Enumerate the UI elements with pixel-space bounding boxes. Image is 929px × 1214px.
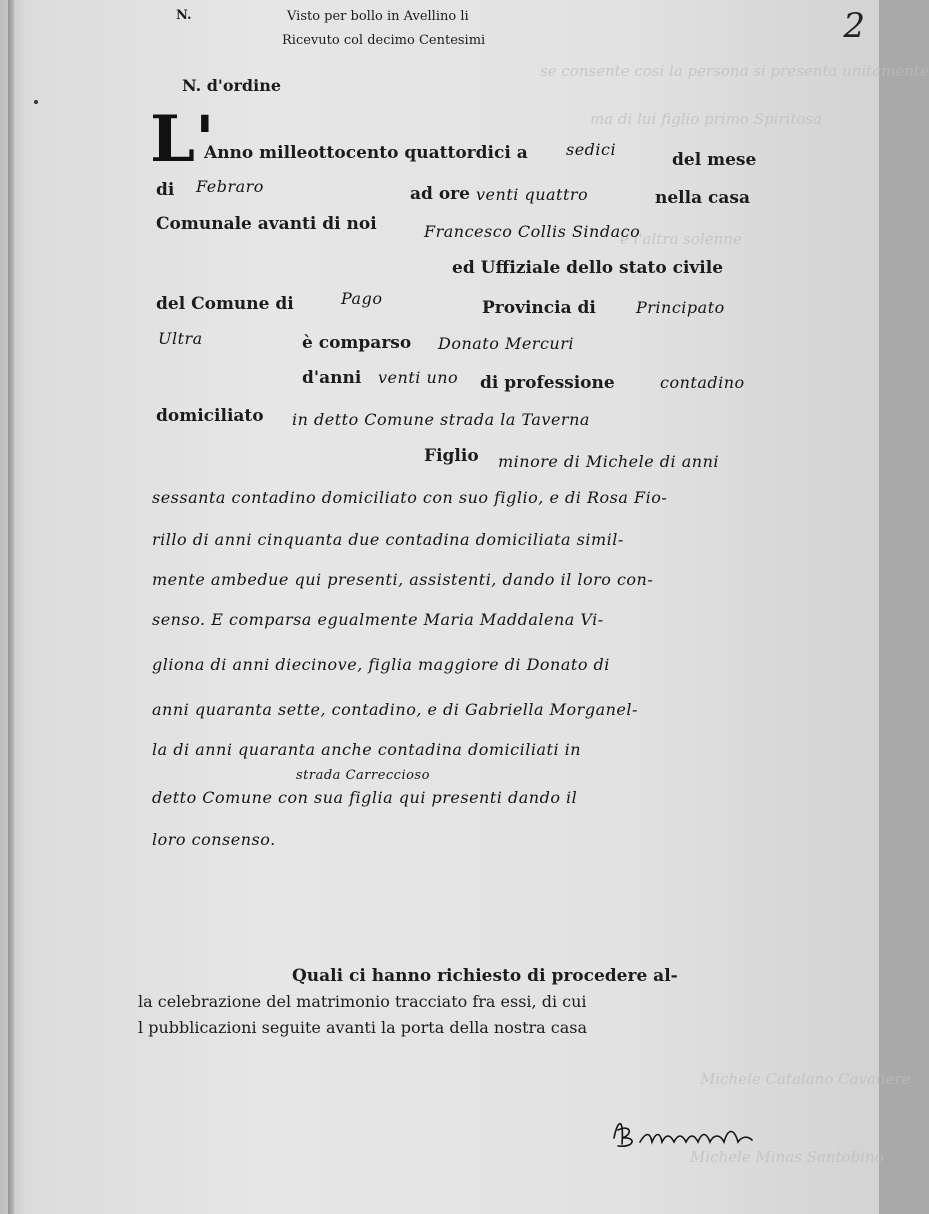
handwritten-line-7: la di anni quaranta anche contadina domiciliati in	[152, 740, 582, 759]
footer-line-1: Quali ci hanno richiesto di procedere al-	[292, 966, 678, 986]
document-page: se consente cosi la persona si presenta unitamente ma di lui figlio primo Spiritosa e l'altra solenne Michele Catalano Cavaliere Michele Minas Santobino N. Visto per bollo in Avellino li Ricevuto col decimo Centesimi 2 N. d'ordine L' Anno milleottocento quattordici a sedici del mese di Febraro ad ore venti quattro nella casa Comunale avanti di noi Francesco Collis Sindaco ed Uffiziale dello stato civile del Comune di Pago Provincia di Principato Ultra è comparso Donato Mercuri d'anni venti uno di professione contadino domiciliato in detto Comune strada la Taverna Figlio minore di Michele di anni sessanta contadino domiciliato con suo figlio, e di Rosa Fio- rillo di anni cinquanta due contadina domiciliata simil- mente ambedue qui presenti, assistenti, dando il loro con- senso. E comparsa egualmente Maria Maddalena Vi- gliona di anni diecinove, figlia maggiore di Donato di anni quaranta sette, contadino, e di Gabriella Morganel- la di anni quaranta anche contadina domiciliati in strada Carreccioso detto Comune con sua figlia qui presenti dando il loro consenso. Quali ci hanno richiesto di procedere al- la celebrazione del matrimonio tracciato fra essi, di cui l pubblicazioni seguite avanti la porta della nostra casa	[0, 0, 879, 1214]
act-line-7-anni: d'anni	[302, 368, 362, 388]
act-line-2-ore: ad ore	[410, 184, 470, 204]
ordine-label: N. d'ordine	[182, 76, 282, 95]
act-line-7-profession: contadino	[660, 373, 745, 392]
handwritten-line-9: loro consenso.	[152, 830, 276, 849]
act-line-4-text: ed Uffiziale dello stato civile	[452, 258, 724, 278]
act-line-3-officer: Francesco Collis Sindaco	[424, 222, 641, 241]
page-number: 2	[843, 6, 865, 46]
handwritten-line-2: rillo di anni cinquanta due contadina domiciliata simil-	[152, 530, 624, 549]
act-line-1-text: Anno milleottocento quattordici a	[204, 143, 528, 163]
act-line-8-address: in detto Comune strada la Taverna	[292, 410, 590, 429]
act-line-5-town: Pago	[341, 289, 383, 308]
handwritten-line-5: gliona di anni diecinove, figlia maggiore di Donato di	[152, 655, 610, 674]
act-line-9-figlio: Figlio	[424, 446, 479, 466]
act-line-3-text: Comunale avanti di noi	[156, 214, 377, 234]
decorated-initial: L'	[150, 102, 215, 177]
act-line-1-day: sedici	[566, 140, 617, 159]
ink-dot	[34, 100, 38, 104]
handwritten-line-6: anni quaranta sette, contadino, e di Gabriella Morganel-	[152, 700, 638, 719]
act-line-8-domiciliato: domiciliato	[156, 406, 264, 426]
act-line-5-province: Principato	[636, 298, 725, 317]
act-line-2-month: Febraro	[196, 177, 264, 196]
act-line-5-provincia: Provincia di	[482, 298, 596, 318]
handwritten-line-1: sessanta contadino domiciliato con suo figlio, e di Rosa Fio-	[152, 488, 668, 507]
footer-line-3: l pubblicazioni seguite avanti la porta della nostra casa	[138, 1018, 588, 1037]
act-line-2-di: di	[156, 180, 175, 200]
handwritten-line-8: detto Comune con sua figlia qui presenti dando il	[152, 788, 578, 807]
act-line-6-ultra: Ultra	[158, 329, 203, 348]
handwritten-line-4: senso. E comparsa egualmente Maria Maddalena Vi-	[152, 610, 604, 629]
footer-line-2: la celebrazione del matrimonio tracciato fra essi, di cui	[138, 992, 587, 1011]
stamp-line-2: Ricevuto col decimo Centesimi	[282, 33, 486, 48]
act-line-2-hour: venti quattro	[476, 185, 589, 204]
act-line-5-comune: del Comune di	[156, 294, 294, 314]
n-label: N.	[176, 8, 192, 23]
act-line-7-professione: di professione	[480, 373, 615, 393]
handwritten-line-3: mente ambedue qui presenti, assistenti, dando il loro con-	[152, 570, 654, 589]
act-line-6-comparso: è comparso	[302, 333, 412, 353]
act-line-2-casa: nella casa	[655, 188, 750, 208]
handwritten-insert: strada Carreccioso	[296, 768, 430, 783]
binding-shadow	[8, 0, 14, 1214]
act-line-1-month-label: del mese	[672, 150, 757, 170]
act-line-7-age: venti uno	[378, 368, 459, 387]
act-line-9-father: minore di Michele di anni	[498, 452, 719, 471]
stamp-line-1: Visto per bollo in Avellino li	[287, 9, 469, 24]
act-line-6-groom: Donato Mercuri	[438, 334, 574, 353]
signature	[610, 1108, 760, 1158]
